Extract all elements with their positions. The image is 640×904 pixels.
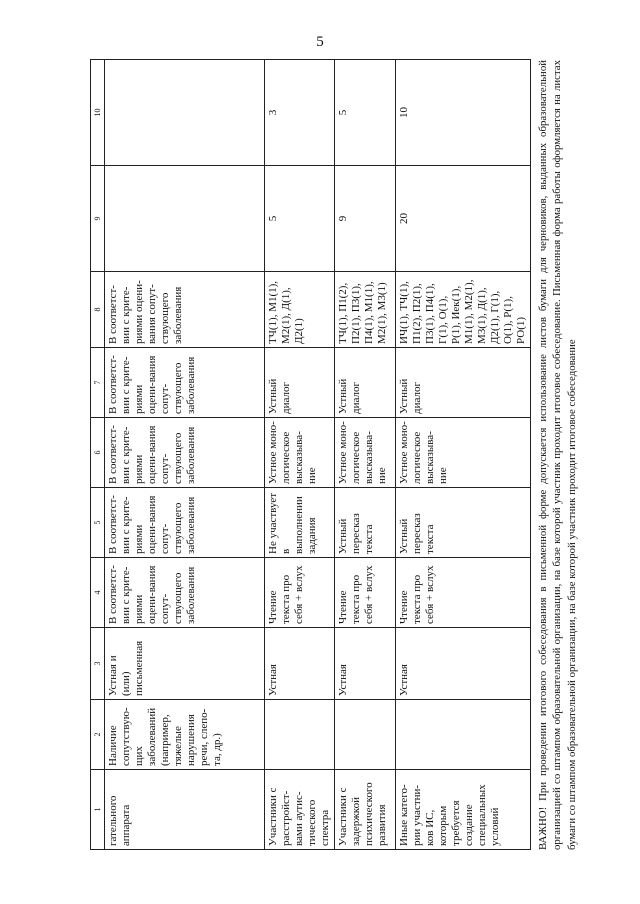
table-cell: Устный диалог xyxy=(396,348,531,418)
table-cell: Участники с расстройст-вами аутис-тического спектра xyxy=(265,770,335,850)
important-note: ВАЖНО! При проведении итогового собеседования в письменной форме допускается использование листов бумаги для черновиков, выданных образовательной организацией со штампом образовательной организации, на базе которой участник проходит итоговое собеседование. Письменная форма работы оформляется на листах бумаги со штампом образовательной организации, на базе которой участник проходит итоговое собеседование xyxy=(536,60,578,850)
table-cell: Чтение текста про себя + вслух xyxy=(396,558,531,628)
table-cell: В соответст-вии с крите-риями оцени-вания сопут-ствующего заболевания xyxy=(105,272,265,348)
conditions-table xyxy=(90,59,531,850)
table-cell: Чтение текста про себя + вслух xyxy=(335,558,396,628)
table-cell xyxy=(396,700,531,770)
table-cell: Устное моно-логическое высказыва-ние xyxy=(335,418,396,488)
table-cell: 5 xyxy=(335,60,396,166)
column-number: 5 xyxy=(91,488,105,558)
table-cell: Устный диалог xyxy=(335,348,396,418)
page-number: 5 xyxy=(316,34,324,50)
column-number: 9 xyxy=(91,166,105,272)
table-cell: 3 xyxy=(265,60,335,166)
table-cell: ИЧ(1), ТЧ(1), П1(2), П2(1), П3(1), П4(1), Г(1), О(1), Р(1), Иек(1), М1(1), М2(1), М3(1), Д(1), Д2(1), Г(1), О(1), Р(1), РО(1) xyxy=(396,272,531,348)
table-cell: В соответст-вии с крите-риями оцени-вания сопут-ствующего заболевания xyxy=(105,488,265,558)
table-cell: Не участвует в выполнении задания xyxy=(265,488,335,558)
table-cell: Чтение текста про себя + вслух xyxy=(265,558,335,628)
table-cell: Устная и (или) письменная xyxy=(105,628,265,700)
table-cell: 20 xyxy=(396,166,531,272)
column-number: 2 xyxy=(91,700,105,770)
table-row xyxy=(105,60,265,850)
table-cell: гательного аппарата xyxy=(105,770,265,850)
table-cell: Участники с задержкой психического развития xyxy=(335,770,396,850)
table-cell: Устная xyxy=(396,628,531,700)
table-cell: В соответст-вии с крите-риями оцени-вания сопут-ствующего заболевания xyxy=(105,418,265,488)
column-number: 10 xyxy=(91,60,105,166)
column-number: 7 xyxy=(91,348,105,418)
table-cell: 10 xyxy=(396,60,531,166)
table-cell: ТЧ(1), М1(1), М2(1), Д(1), Д2(1) xyxy=(265,272,335,348)
table-cell: Иные катего-рии участни-ков ИС, которым требуется создание специальных условий xyxy=(396,770,531,850)
table-cell: Устное моно-логическое высказыва-ние xyxy=(396,418,531,488)
table-cell: Устный пересказ текста xyxy=(396,488,531,558)
table-row xyxy=(396,60,531,850)
table-row xyxy=(335,60,396,850)
column-number: 8 xyxy=(91,272,105,348)
column-number: 3 xyxy=(91,628,105,700)
rotated-landscape-content xyxy=(90,60,606,850)
column-number: 6 xyxy=(91,418,105,488)
table-cell xyxy=(105,60,265,166)
table-cell xyxy=(105,166,265,272)
table-cell: 5 xyxy=(265,166,335,272)
table-cell xyxy=(335,700,396,770)
table-cell: Устный диалог xyxy=(265,348,335,418)
table-cell xyxy=(265,700,335,770)
table-cell: 9 xyxy=(335,166,396,272)
table-cell: В соответст-вии с крите-риями оцени-вания сопут-ствующего заболевания xyxy=(105,558,265,628)
table-cell: Наличие сопутствую-щих заболеваний (например, тяжелые нарушения речи, слепо-та, др.) xyxy=(105,700,265,770)
table-cell: В соответст-вии с крите-риями оцени-вания сопут-ствующего заболевания xyxy=(105,348,265,418)
table-cell: ТЧ(1), П1(2), П2(1), П3(1), П4(1), М1(1), М2(1), М3(1) xyxy=(335,272,396,348)
table-cell: Устное моно-логическое высказыва-ние xyxy=(265,418,335,488)
column-number: 1 xyxy=(91,770,105,850)
table-cell: Устный пересказ текста xyxy=(335,488,396,558)
table-cell: Устная xyxy=(265,628,335,700)
column-number-row xyxy=(91,60,105,850)
table-row xyxy=(265,60,335,850)
table-cell: Устная xyxy=(335,628,396,700)
column-number: 4 xyxy=(91,558,105,628)
